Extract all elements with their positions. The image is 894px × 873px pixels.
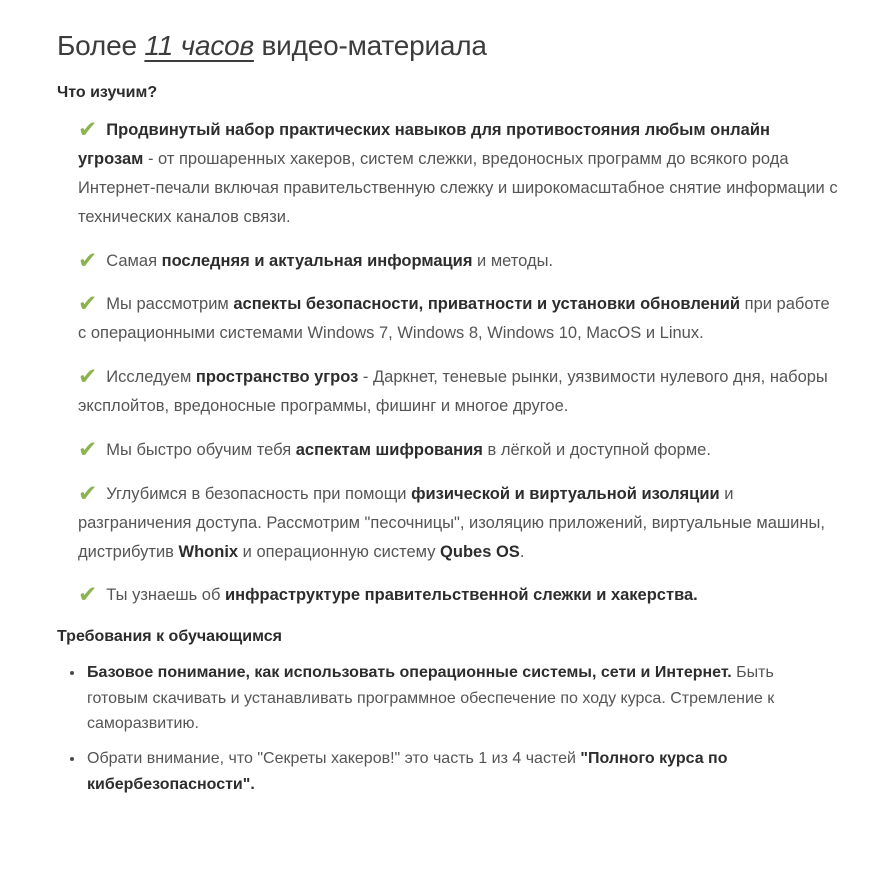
section-heading-what-we-learn: Что изучим? <box>57 84 158 101</box>
text-bold: физической и виртуальной изоляции <box>411 484 720 503</box>
list-item <box>78 581 838 610</box>
text-bold: Whonix <box>178 542 239 561</box>
text-regular: Ты узнаешь об <box>106 586 225 605</box>
text-regular: Обрати внимание, что "Секреты хакеров!" это часть 1 из 4 частей <box>87 750 581 768</box>
checkmark-icon: ✔ <box>78 290 98 317</box>
text-bold: последняя и актуальная информация <box>161 251 473 270</box>
checkmark-icon: ✔ <box>78 363 98 390</box>
text-bold: инфраструктуре правительственной слежки и хакерства. <box>225 586 698 605</box>
text-bold: пространство угроз <box>195 368 359 387</box>
list-item <box>85 660 838 737</box>
text-regular: Углубимся в безопасность при помощи <box>106 484 412 503</box>
text-regular: Самая <box>106 251 162 270</box>
text-regular: Мы рассмотрим <box>106 295 234 314</box>
text-regular: - Даркнет, теневые рынки, уязвимости нулевого дня, наборы эксплойтов, вредоносные программы, фишинг и многое другое. <box>78 368 828 415</box>
requirements-list <box>57 660 838 797</box>
text-regular: Мы быстро обучим тебя <box>106 440 296 459</box>
text-regular: . <box>519 542 525 561</box>
list-item <box>78 436 838 465</box>
list-item <box>78 480 838 567</box>
title-suffix: видео-материала <box>253 30 487 61</box>
list-item <box>78 290 838 348</box>
title-prefix: Более <box>57 30 145 61</box>
text-regular: и разграничения доступа. Рассмотрим "песочницы", изоляцию приложений, виртуальные машины, дистрибутив <box>78 484 825 561</box>
page-title <box>57 30 838 62</box>
text-bold: Qubes OS <box>440 542 520 561</box>
list-item <box>78 363 838 421</box>
text-regular: в лёгкой и доступной форме. <box>482 440 711 459</box>
text-bold: "Полного курса по кибербезопасности". <box>87 750 728 793</box>
text-regular: и операционную систему <box>238 542 441 561</box>
checkmark-icon: ✔ <box>78 246 98 273</box>
list-item <box>78 116 838 232</box>
text-bold: Базовое понимание, как использовать операционные системы, сети и Интернет. <box>87 664 732 682</box>
section-heading-requirements: Требования к обучающимся <box>57 628 282 646</box>
checkmark-icon: ✔ <box>78 479 98 506</box>
text-regular: Быть готовым скачивать и устанавливать программное обеспечение по ходу курса. Стремление к саморазвитию. <box>87 664 775 733</box>
text-regular: и методы. <box>472 251 554 270</box>
text-regular: при работе с операционными системами Windows 7, Windows 8, Windows 10, MacOS и Linux. <box>78 295 830 343</box>
what-we-learn-list <box>57 116 838 610</box>
list-item <box>85 746 838 797</box>
text-bold: Продвинутый набор практических навыков для противостояния любым онлайн угрозам <box>78 121 770 168</box>
text-regular: - от прошаренных хакеров, систем слежки, вредоносных программ до всякого рода Интернет-печали включая правительственную слежку и широкомасштабное снятие информации с технических каналов связи. <box>78 149 838 226</box>
hours-highlight: 11 часов <box>144 30 254 61</box>
checkmark-icon: ✔ <box>78 116 98 142</box>
list-item <box>78 247 838 276</box>
text-bold: аспектам шифрования <box>295 440 483 459</box>
text-regular: Исследуем <box>106 368 196 387</box>
text-bold: аспекты безопасности, приватности и установки обновлений <box>233 295 741 314</box>
checkmark-icon: ✔ <box>78 581 98 608</box>
checkmark-icon: ✔ <box>78 435 98 462</box>
